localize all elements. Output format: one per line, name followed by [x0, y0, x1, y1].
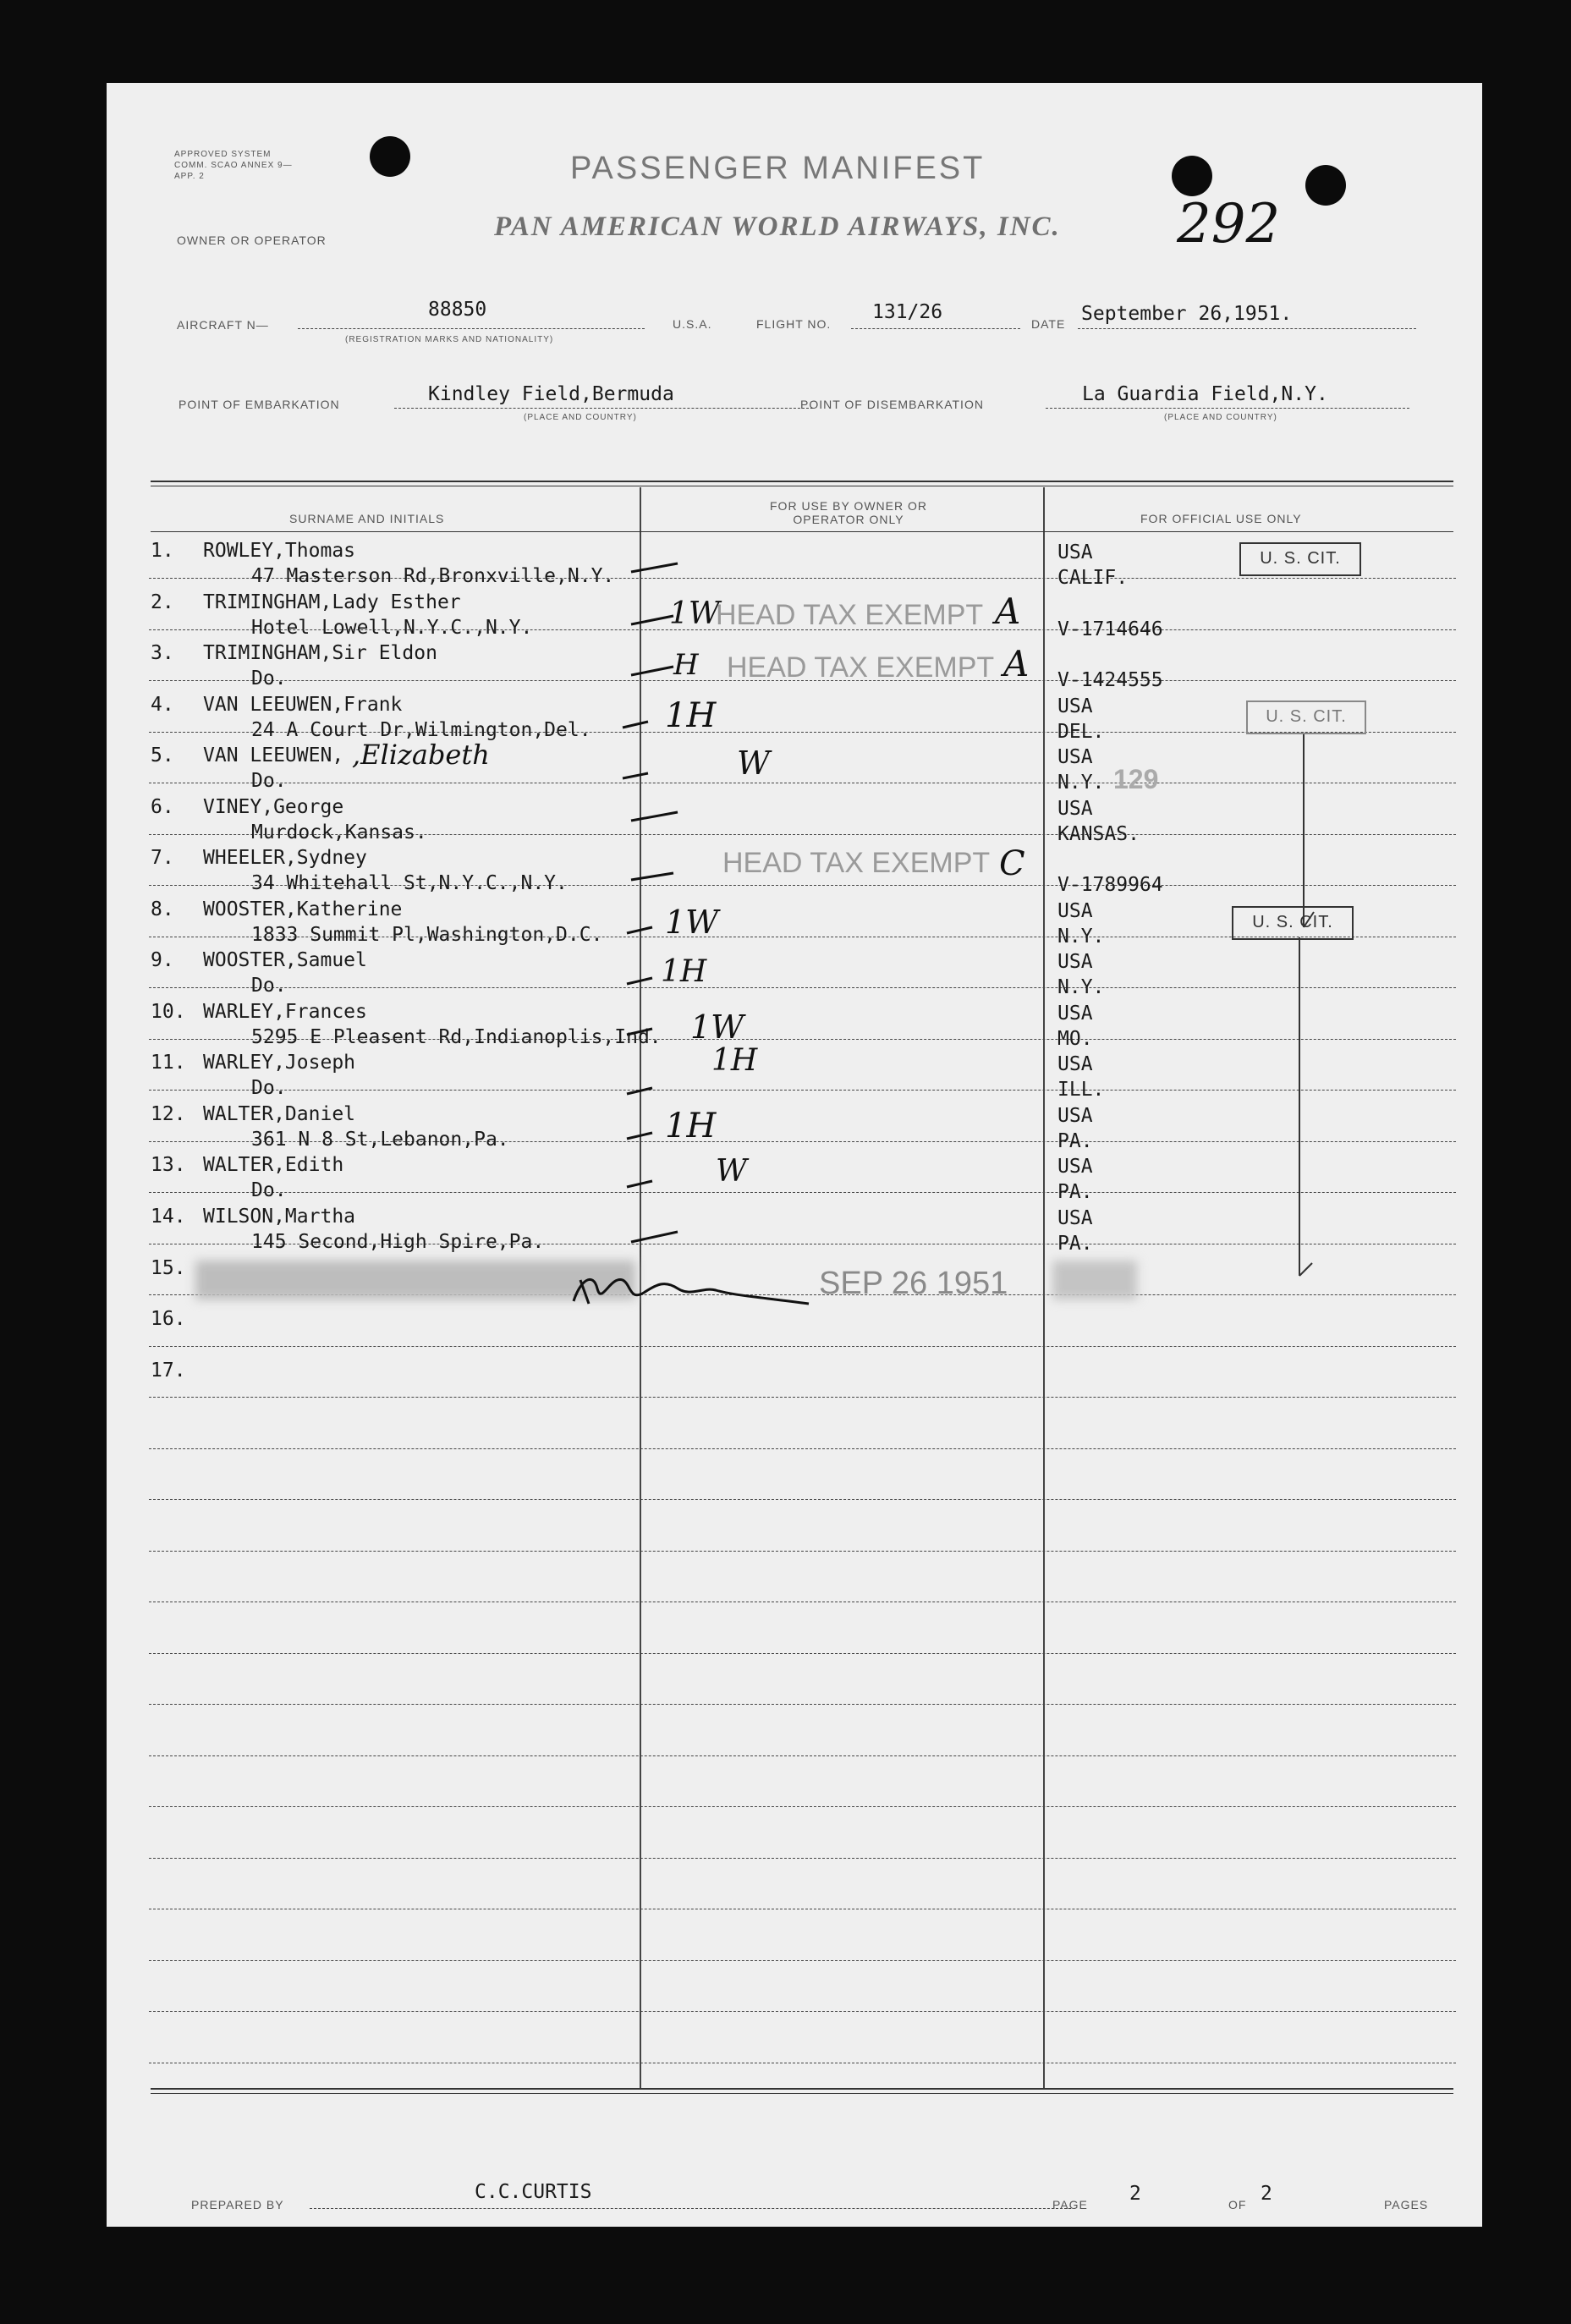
page-number: 2 [1129, 2183, 1141, 2205]
row-number: 4. [151, 694, 174, 716]
passenger-name: TRIMINGHAM,Lady Esther [203, 591, 461, 613]
passenger-address: 145 Second,High Spire,Pa. [251, 1231, 545, 1253]
row-number: 3. [151, 642, 174, 664]
prepared-label: PREPARED BY [191, 2198, 284, 2211]
header-bottom-rule [151, 531, 1453, 532]
passenger-address: Murdock,Kansas. [251, 821, 427, 843]
passenger-name: WOOSTER,Samuel [203, 949, 367, 971]
row-number: 15. [151, 1257, 186, 1279]
passenger-address: Do. [251, 1077, 287, 1099]
row-rule [149, 987, 1456, 988]
passenger-address: 47 Masterson Rd,Bronxville,N.Y. [251, 565, 615, 587]
passenger-address: 24 A Court Dr,Wilmington,Del. [251, 719, 591, 741]
punch-hole-left [370, 136, 410, 177]
footer-top-rule-2 [151, 2093, 1453, 2094]
official-detail: PA. [1057, 1233, 1093, 1255]
passenger-name: WALTER,Daniel [203, 1103, 356, 1125]
official-detail: DEL. [1057, 721, 1105, 743]
row-rule [149, 1346, 1456, 1347]
disembark-note: (PLACE AND COUNTRY) [1164, 413, 1277, 422]
handwritten-mark: 1H [665, 696, 717, 735]
row-number: 14. [151, 1206, 186, 1228]
row-number: 6. [151, 796, 174, 818]
row-rule [149, 1704, 1456, 1705]
passenger-address: 34 Whitehall St,N.Y.C.,N.Y. [251, 872, 568, 894]
date-stamp: SEP 26 1951 [819, 1266, 1008, 1301]
head-tax-exempt-stamp: HEAD TAX EXEMPT [727, 651, 995, 684]
passenger-address: Do. [251, 668, 287, 690]
row-number: 2. [151, 591, 174, 613]
official-nationality: USA [1057, 900, 1093, 922]
handwritten-mark: 1H [711, 1043, 758, 1078]
approval-note: APPROVED SYSTEM COMM. SCAO ANNEX 9—APP. 2 [174, 150, 293, 181]
passenger-name: VINEY,George [203, 796, 344, 818]
number-stamp: 129 [1113, 764, 1159, 794]
prepared-by: C.C.CURTIS [475, 2181, 592, 2203]
official-nationality: USA [1057, 1156, 1093, 1178]
official-detail: V-1424555 [1057, 669, 1163, 691]
handwritten-mark: 1W [690, 1008, 744, 1046]
usa-label: U.S.A. [673, 317, 712, 331]
official-signature [563, 1255, 851, 1314]
punch-hole-far-right [1305, 165, 1346, 206]
owner-label: OWNER OR OPERATOR [177, 233, 327, 247]
official-nationality: USA [1057, 951, 1093, 973]
official-detail: V-1714646 [1057, 618, 1163, 640]
passenger-name: WILSON,Martha [203, 1206, 356, 1228]
page-label: PAGE [1052, 2198, 1088, 2211]
official-nationality: USA [1057, 746, 1093, 768]
official-detail: PA. [1057, 1130, 1093, 1152]
passenger-name: VAN LEEUWEN, [203, 744, 344, 766]
official-detail: MO. [1057, 1028, 1093, 1050]
aircraft-underline [298, 328, 645, 329]
handwritten-mark: 1W [669, 596, 720, 631]
embark-point: Kindley Field,Bermuda [428, 383, 674, 405]
row-rule [149, 1858, 1456, 1859]
handwritten-mark: W [737, 744, 771, 782]
official-detail: N.Y. [1057, 976, 1105, 998]
manifest-sheet [107, 83, 1482, 2227]
disembark-label: POINT OF DISEMBARKATION [800, 398, 984, 411]
passenger-name: WOOSTER,Katherine [203, 898, 403, 920]
flight-underline [851, 328, 1020, 329]
official-detail: ILL. [1057, 1079, 1105, 1101]
row-rule [149, 1960, 1456, 1961]
passenger-address: Hotel Lowell,N.Y.C.,N.Y. [251, 617, 533, 639]
embark-note: (PLACE AND COUNTRY) [524, 413, 637, 422]
footer-top-rule [151, 2088, 1453, 2090]
handwritten-first-name: ,Elizabeth [352, 739, 490, 771]
flight-label: FLIGHT NO. [756, 317, 832, 331]
header-top-rule [151, 481, 1453, 482]
row-rule [149, 1448, 1456, 1449]
row-rule [149, 1755, 1456, 1756]
flight-date: September 26,1951. [1081, 303, 1293, 325]
official-nationality: USA [1057, 798, 1093, 820]
row-rule [149, 2011, 1456, 2012]
row-number: 17. [151, 1360, 186, 1382]
registration-note: (REGISTRATION MARKS AND NATIONALITY) [345, 335, 554, 344]
official-detail: N.Y. [1057, 772, 1105, 794]
head-tax-exempt-stamp: HEAD TAX EXEMPT [716, 599, 984, 631]
row-rule [149, 1653, 1456, 1654]
embark-label: POINT OF EMBARKATION [179, 398, 340, 411]
official-nationality: USA [1057, 1207, 1093, 1229]
passenger-name: WALTER,Edith [203, 1154, 344, 1176]
passenger-address: 5295 E Pleasent Rd,Indianoplis,Ind. [251, 1026, 662, 1048]
official-detail: CALIF. [1057, 567, 1129, 589]
passenger-address: 361 N 8 St,Lebanon,Pa. [251, 1129, 509, 1151]
row-number: 9. [151, 949, 174, 971]
official-nationality: USA [1057, 695, 1093, 717]
surname-header: SURNAME AND INITIALS [289, 512, 445, 525]
row-number: 8. [151, 898, 174, 920]
handwritten-mark: 1H [665, 1107, 717, 1146]
passenger-address: Do. [251, 770, 287, 792]
column-divider-right [1043, 487, 1045, 2088]
official-detail: PA. [1057, 1181, 1093, 1203]
owner-use-header: FOR USE BY OWNER OR OPERATOR ONLY [770, 499, 927, 526]
row-number: 12. [151, 1103, 186, 1125]
row-number: 16. [151, 1308, 186, 1330]
us-citizen-stamp: U. S. CIT. [1246, 700, 1366, 734]
disembark-point: La Guardia Field,N.Y. [1082, 383, 1328, 405]
passenger-address: 1833 Summit Pl,Washington,D.C. [251, 924, 603, 946]
disembark-underline [1046, 408, 1409, 409]
row-rule [149, 1551, 1456, 1552]
us-citizen-stamp: U. S. CIT. [1232, 906, 1354, 940]
official-use-header: FOR OFFICIAL USE ONLY [1140, 512, 1302, 525]
page-mark: 292 [1177, 193, 1281, 255]
row-number: 1. [151, 540, 174, 562]
official-nationality: USA [1057, 1053, 1093, 1075]
of-label: OF [1228, 2198, 1247, 2211]
row-rule [149, 1397, 1456, 1398]
official-nationality: USA [1057, 1105, 1093, 1127]
passenger-name: TRIMINGHAM,Sir Eldon [203, 642, 437, 664]
redaction-smudge [1052, 1261, 1137, 1299]
row-number: 7. [151, 847, 174, 869]
passenger-name: WARLEY,Joseph [203, 1052, 356, 1074]
aircraft-number: 88850 [428, 299, 487, 321]
row-number: 5. [151, 744, 174, 766]
date-underline [1078, 328, 1416, 329]
total-pages: 2 [1261, 2183, 1272, 2205]
date-label: DATE [1031, 317, 1066, 331]
aircraft-label: AIRCRAFT N— [177, 318, 269, 332]
passenger-address: Do. [251, 975, 287, 997]
tax-code-mark: A [995, 591, 1021, 632]
row-number: 11. [151, 1052, 186, 1074]
official-detail: V-1789964 [1057, 874, 1163, 896]
handwritten-mark: W [716, 1154, 748, 1189]
official-nationality: USA [1057, 541, 1093, 563]
page-title: PASSENGER MANIFEST [570, 151, 986, 186]
tax-code-mark: C [999, 844, 1025, 883]
company-name: PAN AMERICAN WORLD AIRWAYS, INC. [494, 212, 1061, 242]
pages-label: PAGES [1384, 2198, 1429, 2211]
row-rule [149, 1499, 1456, 1500]
punch-hole-right [1172, 156, 1212, 196]
passenger-name: WHEELER,Sydney [203, 847, 367, 869]
official-nationality: USA [1057, 1003, 1093, 1025]
row-number: 10. [151, 1001, 186, 1023]
handwritten-mark: 1H [661, 954, 707, 989]
embark-underline [394, 408, 813, 409]
official-detail: KANSAS. [1057, 823, 1140, 845]
handwritten-mark: H [673, 648, 699, 682]
head-tax-exempt-stamp: HEAD TAX EXEMPT [722, 847, 991, 879]
handwritten-mark: 1W [665, 904, 719, 941]
passenger-name: WARLEY,Frances [203, 1001, 367, 1023]
flight-number: 131/26 [872, 301, 943, 323]
row-rule [149, 1806, 1456, 1807]
prepared-underline [310, 2208, 1071, 2209]
passenger-name: VAN LEEUWEN,Frank [203, 694, 403, 716]
tax-code-mark: A [1003, 643, 1030, 684]
ditto-arrows [1270, 734, 1338, 1327]
passenger-name: ROWLEY,Thomas [203, 540, 356, 562]
official-detail: N.Y. [1057, 926, 1105, 948]
row-number: 13. [151, 1154, 186, 1176]
us-citizen-stamp: U. S. CIT. [1239, 542, 1361, 576]
passenger-address: Do. [251, 1179, 287, 1201]
row-rule [149, 1192, 1456, 1193]
row-rule [149, 1090, 1456, 1091]
